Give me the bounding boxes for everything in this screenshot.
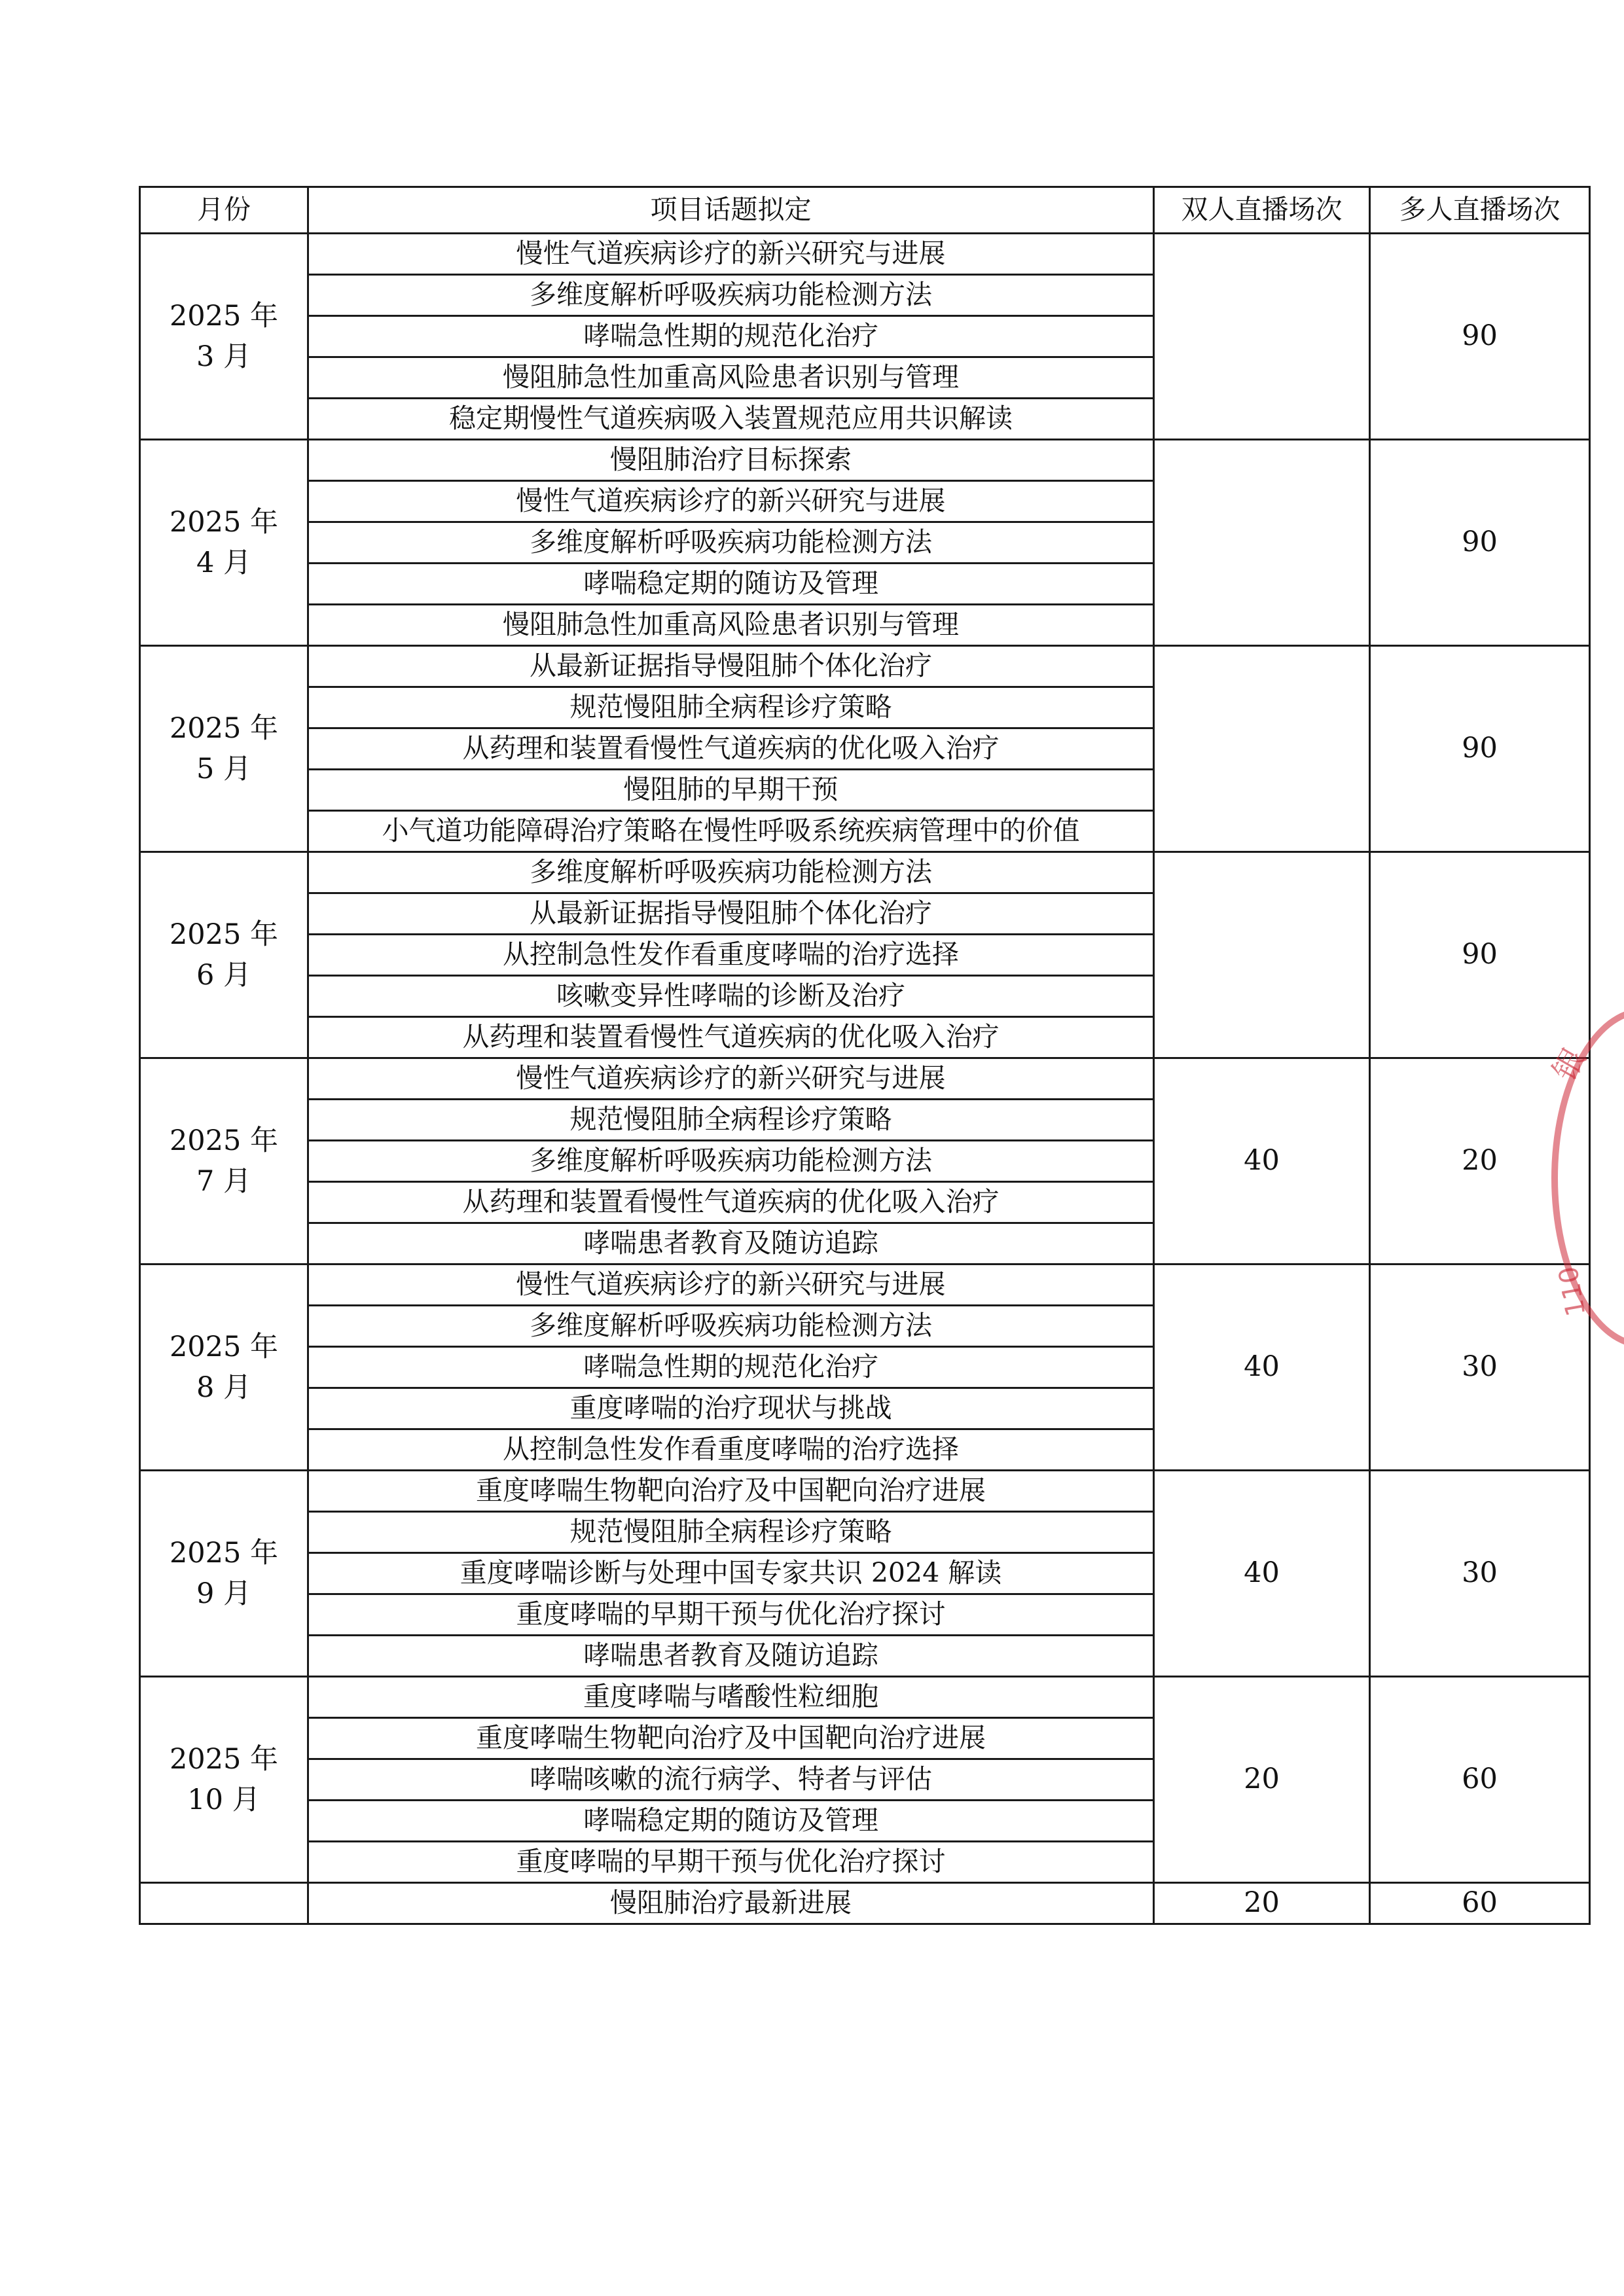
- stamp-number-fragment: 110: [1553, 1264, 1592, 1319]
- topic-cell: 哮喘咳嗽的流行病学、特者与评估: [308, 1759, 1154, 1801]
- topic-cell: 从药理和装置看慢性气道疾病的优化吸入治疗: [308, 1182, 1154, 1223]
- header-month: 月份: [140, 187, 308, 234]
- topic-cell: 哮喘稳定期的随访及管理: [308, 1801, 1154, 1842]
- topic-cell: 重度哮喘的治疗现状与挑战: [308, 1388, 1154, 1429]
- month-cell: 2025 年 10 月: [140, 1677, 308, 1883]
- header-row: [140, 187, 1590, 234]
- topic-cell: 慢性气道疾病诊疗的新兴研究与进展: [308, 1058, 1154, 1100]
- table-row: [140, 1677, 1590, 1718]
- table-row: [140, 440, 1590, 481]
- topic-cell: 多维度解析呼吸疾病功能检测方法: [308, 522, 1154, 564]
- table-body: [140, 234, 1590, 1924]
- topic-cell: 小气道功能障碍治疗策略在慢性呼吸系统疾病管理中的价值: [308, 811, 1154, 852]
- header-topic: 项目话题拟定: [308, 187, 1154, 234]
- table-row: [140, 1058, 1590, 1100]
- topic-cell: 从药理和装置看慢性气道疾病的优化吸入治疗: [308, 1017, 1154, 1058]
- month-cell: 2025 年 5 月: [140, 646, 308, 852]
- dual-live-count-cell: 20: [1154, 1677, 1370, 1883]
- topic-cell: 哮喘急性期的规范化治疗: [308, 316, 1154, 357]
- topic-cell: 慢阻肺治疗最新进展: [308, 1883, 1154, 1924]
- header-multi-live-count: 多人直播场次: [1370, 187, 1590, 234]
- multi-live-count-cell: 20: [1370, 1058, 1590, 1265]
- topic-cell: 慢阻肺急性加重高风险患者识别与管理: [308, 605, 1154, 646]
- dual-live-count-cell: 40: [1154, 1471, 1370, 1677]
- dual-live-count-cell: [1154, 646, 1370, 852]
- topic-cell: 从控制急性发作看重度哮喘的治疗选择: [308, 1429, 1154, 1471]
- topic-cell: 重度哮喘生物靶向治疗及中国靶向治疗进展: [308, 1718, 1154, 1759]
- month-cell: 2025 年 9 月: [140, 1471, 308, 1677]
- topic-cell: 规范慢阻肺全病程诊疗策略: [308, 687, 1154, 728]
- dual-live-count-cell: 20: [1154, 1883, 1370, 1924]
- topic-cell: 规范慢阻肺全病程诊疗策略: [308, 1100, 1154, 1141]
- topic-cell: 重度哮喘的早期干预与优化治疗探讨: [308, 1594, 1154, 1636]
- multi-live-count-cell: 60: [1370, 1677, 1590, 1883]
- topic-cell: 咳嗽变异性哮喘的诊断及治疗: [308, 976, 1154, 1017]
- topic-cell: 哮喘稳定期的随访及管理: [308, 564, 1154, 605]
- month-cell: 2025 年 6 月: [140, 852, 308, 1058]
- topic-cell: 慢阻肺的早期干预: [308, 770, 1154, 811]
- topic-cell: 多维度解析呼吸疾病功能检测方法: [308, 852, 1154, 893]
- dual-live-count-cell: 40: [1154, 1058, 1370, 1265]
- stamp-text-fragment: 银: [1545, 1041, 1594, 1088]
- multi-live-count-cell: 60: [1370, 1883, 1590, 1924]
- dual-live-count-cell: [1154, 852, 1370, 1058]
- multi-live-count-cell: 30: [1370, 1471, 1590, 1677]
- topic-cell: 哮喘患者教育及随访追踪: [308, 1636, 1154, 1677]
- multi-live-count-cell: 90: [1370, 646, 1590, 852]
- topic-cell: 慢性气道疾病诊疗的新兴研究与进展: [308, 234, 1154, 275]
- topic-cell: 规范慢阻肺全病程诊疗策略: [308, 1512, 1154, 1553]
- topic-cell: 哮喘急性期的规范化治疗: [308, 1347, 1154, 1388]
- month-cell: 2025 年 3 月: [140, 234, 308, 440]
- month-cell: 2025 年 7 月: [140, 1058, 308, 1265]
- topic-cell: 慢性气道疾病诊疗的新兴研究与进展: [308, 481, 1154, 522]
- multi-live-count-cell: 90: [1370, 852, 1590, 1058]
- topic-cell: 稳定期慢性气道疾病吸入装置规范应用共识解读: [308, 399, 1154, 440]
- table-row: [140, 1883, 1590, 1924]
- topic-cell: 重度哮喘诊断与处理中国专家共识 2024 解读: [308, 1553, 1154, 1594]
- table-row: [140, 646, 1590, 687]
- topic-cell: 重度哮喘的早期干预与优化治疗探讨: [308, 1842, 1154, 1883]
- dual-live-count-cell: [1154, 440, 1370, 646]
- month-cell: 2025 年 4 月: [140, 440, 308, 646]
- topic-cell: 多维度解析呼吸疾病功能检测方法: [308, 275, 1154, 316]
- schedule-table: [139, 186, 1591, 1925]
- multi-live-count-cell: 30: [1370, 1265, 1590, 1471]
- topic-cell: 从控制急性发作看重度哮喘的治疗选择: [308, 935, 1154, 976]
- topic-cell: 从药理和装置看慢性气道疾病的优化吸入治疗: [308, 728, 1154, 770]
- topic-cell: 从最新证据指导慢阻肺个体化治疗: [308, 646, 1154, 687]
- topic-cell: 多维度解析呼吸疾病功能检测方法: [308, 1141, 1154, 1182]
- topic-cell: 哮喘患者教育及随访追踪: [308, 1223, 1154, 1265]
- table-row: [140, 1265, 1590, 1306]
- table-row: [140, 852, 1590, 893]
- topic-cell: 慢性气道疾病诊疗的新兴研究与进展: [308, 1265, 1154, 1306]
- table-row: [140, 1471, 1590, 1512]
- red-seal-stamp: [1545, 1008, 1624, 1348]
- topic-cell: 慢阻肺急性加重高风险患者识别与管理: [308, 357, 1154, 399]
- topic-cell: 从最新证据指导慢阻肺个体化治疗: [308, 893, 1154, 935]
- topic-cell: 慢阻肺治疗目标探索: [308, 440, 1154, 481]
- multi-live-count-cell: 90: [1370, 440, 1590, 646]
- header-dual-live-count: 双人直播场次: [1154, 187, 1370, 234]
- multi-live-count-cell: 90: [1370, 234, 1590, 440]
- month-cell: 2025 年 8 月: [140, 1265, 308, 1471]
- dual-live-count-cell: [1154, 234, 1370, 440]
- dual-live-count-cell: 40: [1154, 1265, 1370, 1471]
- topic-cell: 重度哮喘与嗜酸性粒细胞: [308, 1677, 1154, 1718]
- table-row: [140, 234, 1590, 275]
- topic-cell: 重度哮喘生物靶向治疗及中国靶向治疗进展: [308, 1471, 1154, 1512]
- topic-cell: 多维度解析呼吸疾病功能检测方法: [308, 1306, 1154, 1347]
- month-cell: [140, 1883, 308, 1924]
